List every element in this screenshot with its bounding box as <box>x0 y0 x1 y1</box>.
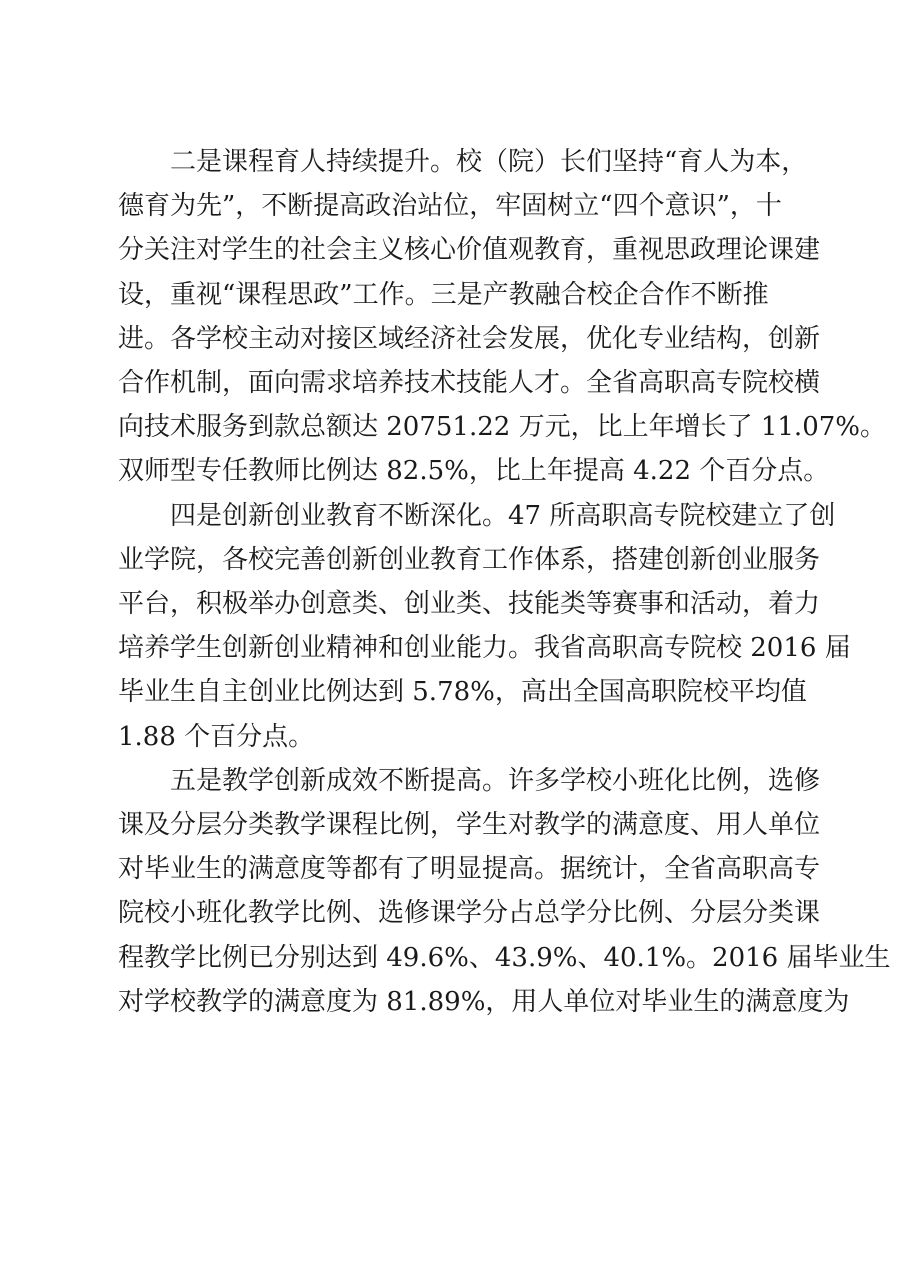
text-line: 院校小班化教学比例、选修课学分占总学分比例、分层分类课 <box>118 898 821 929</box>
text-line: 五是教学创新成效不断提高。许多学校小班化比例，选修 <box>118 765 821 796</box>
text-line: 课及分层分类教学课程比例，学生对教学的满意度、用人单位 <box>118 810 821 841</box>
text-line: 对学校教学的满意度为 81.89%，用人单位对毕业生的满意度为 <box>118 986 850 1017</box>
paragraph-teaching-innovation <box>118 759 891 1024</box>
text-line: 1.88 个百分点。 <box>118 721 315 752</box>
text-line: 四是创新创业教育不断深化。47 所高职高专院校建立了创 <box>118 500 836 531</box>
paragraph-innovation-entrepreneurship <box>118 494 851 759</box>
text-line: 分关注对学生的社会主义核心价值观教育，重视思政理论课建 <box>118 235 821 266</box>
text-line: 毕业生自主创业比例达到 5.78%，高出全国高职院校平均值 <box>118 677 807 708</box>
text-line: 培养学生创新创业精神和创业能力。我省高职高专院校 2016 届 <box>118 633 851 664</box>
document-body <box>118 140 891 1024</box>
text-line: 向技术服务到款总额达 20751.22 万元，比上年增长了 11.07%。 <box>118 412 886 443</box>
text-line: 程教学比例已分别达到 49.6%、43.9%、40.1%。2016 届毕业生 <box>118 942 891 973</box>
paragraph-curriculum-education <box>118 140 886 494</box>
text-line: 德育为先”，不断提高政治站位，牢固树立“四个意识”，十 <box>118 191 782 222</box>
text-line: 二是课程育人持续提升。校（院）长们坚持“育人为本， <box>118 147 808 177</box>
text-line: 对毕业生的满意度等都有了明显提高。据统计，全省高职高专 <box>118 854 821 885</box>
text-line: 合作机制，面向需求培养技术技能人才。全省高职高专院校横 <box>118 368 821 399</box>
text-line: 设，重视“课程思政”工作。三是产教融合校企合作不断推 <box>118 279 769 310</box>
text-line: 进。各学校主动对接区域经济社会发展，优化专业结构，创新 <box>118 323 821 354</box>
text-line: 平台，积极举办创意类、创业类、技能类等赛事和活动，着力 <box>118 589 821 620</box>
text-line: 业学院，各校完善创新创业教育工作体系，搭建创新创业服务 <box>118 544 821 575</box>
text-line: 双师型专任教师比例达 82.5%，比上年提高 4.22 个百分点。 <box>118 456 830 487</box>
